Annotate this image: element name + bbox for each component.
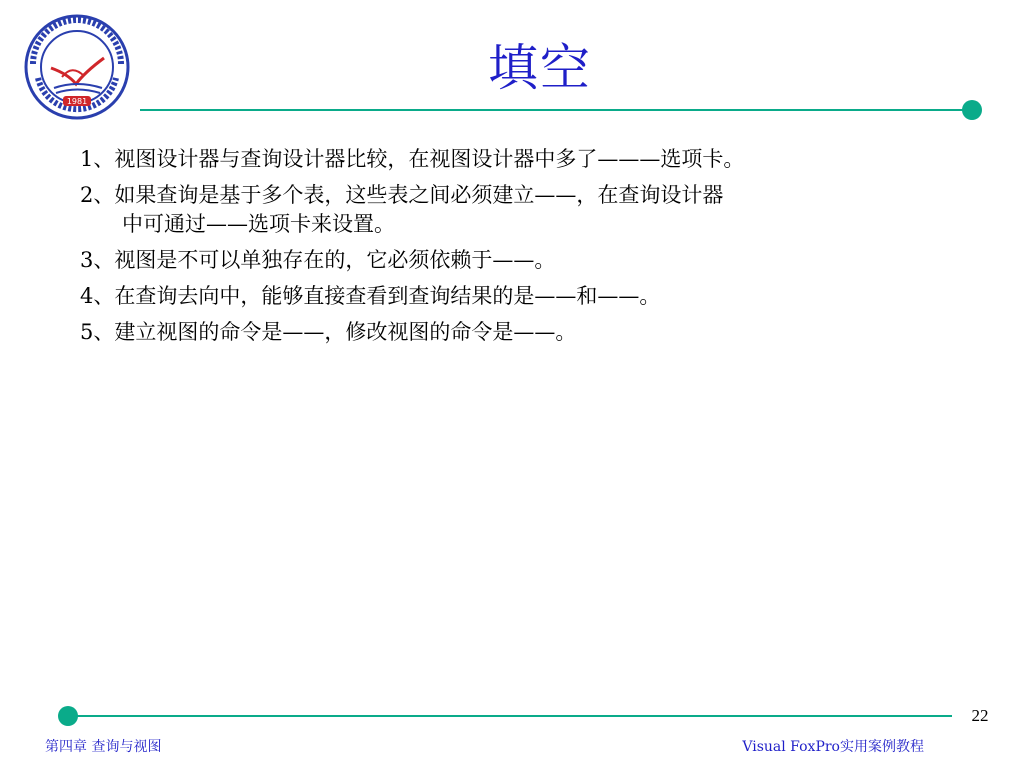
bottom-divider [68, 715, 952, 717]
question-text: 1、视图设计器与查询设计器比较，在视图设计器中多了———选项卡。 [80, 147, 745, 171]
top-divider-dot [962, 100, 982, 120]
question-text: 4、在查询去向中，能够直接查看到查询结果的是——和——。 [80, 284, 661, 308]
question-text-continued: 中可通过——选项卡来设置。 [122, 212, 395, 236]
question-item [80, 318, 960, 347]
footer-chapter: 第四章 查询与视图 [45, 739, 162, 755]
question-text: 3、视图是不可以单独存在的，它必须依赖于——。 [80, 248, 556, 272]
svg-text:1981: 1981 [66, 97, 88, 106]
footer-book-title: Visual FoxPro实用案例教程 [742, 739, 924, 755]
question-text: 2、如果查询是基于多个表，这些表之间必须建立——，在查询设计器 [80, 183, 724, 207]
question-item [80, 246, 960, 275]
question-item [80, 282, 960, 311]
top-divider [140, 109, 972, 111]
college-logo [24, 14, 130, 120]
question-list [80, 145, 960, 354]
question-text: 5、建立视图的命令是——，修改视图的命令是——。 [80, 320, 577, 344]
question-item [80, 181, 960, 239]
slide-title: 填空 [488, 39, 592, 97]
page-number: 22 [971, 706, 989, 725]
question-item [80, 145, 960, 174]
